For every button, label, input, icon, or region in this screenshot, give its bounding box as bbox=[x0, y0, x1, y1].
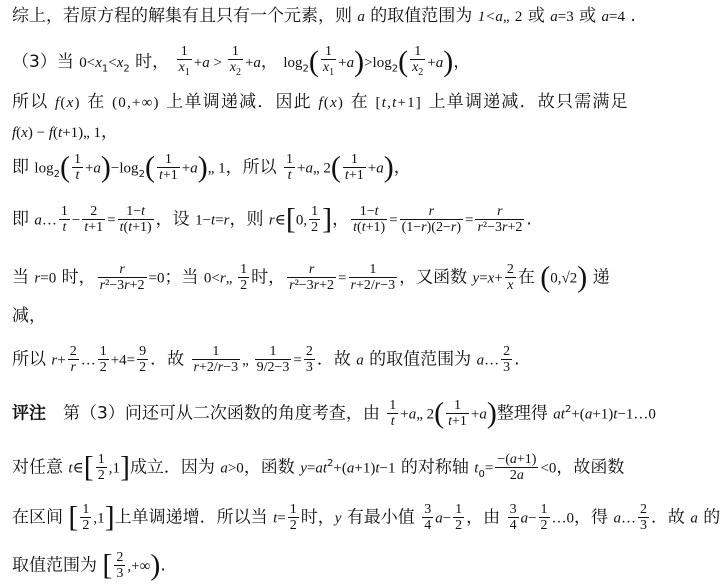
line-8: 减， bbox=[12, 306, 46, 326]
line-4: f(x) − f(t+1)„ 1， bbox=[12, 122, 119, 142]
line-6: 即 a… $\frac{1}{t}$ − $\frac{2}{t+1}$ = $\frac{1-t}{t(t+1)}$ ，设 1−t=r，则 r∈[0, $\frac{1}{2}$ ]， $\frac{1-t}{t(t+1)}$ = $\frac{r}{(1-r)(2-r)}$ = $\frac{r}{\text{r²−3r+2}}$ . bbox=[12, 202, 532, 236]
line-12: 在区间 [ $\frac{1}{2}$ ,1]上单调递增．所以当 t= $\frac{1}{2}$ 时，y 有最小值 $\frac{3}{4}$ a− $\frac{1}{2}$ ，由 $\frac{3}{4}$ a− $\frac{1}{2}$ …0，得 a… $\frac{2}{3}$ ．故 a 的 bbox=[12, 500, 720, 534]
line-9: 所以 r+ $\frac{2}{r}$ … $\frac{1}{2}$ +4= $\frac{9}{2}$ ．故 $\frac{1}{r+2/r-3}$ „ $\frac{1}{9/2-3}$ = $\frac{2}{3}$ ．故 a 的取值范围为 a… $\frac{2}{3}$ . bbox=[12, 344, 520, 375]
line-2: （3）当 $0<x_1<x_2$ 时， $\frac{1}{x_1}$ +a > $\frac{1}{x_2}$ +a， $\log_2$( $\frac{1}{x_1}$ $+a)>\log_2$( $\frac{1}{x_2}$ +a)， bbox=[12, 44, 471, 78]
line-13: 取值范围为 [ $\frac{2}{3}$ ,+∞). bbox=[12, 548, 166, 582]
line-11: 对任意 t∈[ $\frac{1}{2}$ ,1]成立．因为 a>0，函数 $y=at^2+(a+1)t-1$ 的对称轴 $t_0=$ $\frac{-(a+1)}{2a}$ <0，故函数 bbox=[12, 450, 625, 484]
line-7: 当 r=0 时， $\frac{r}{\text{r²−3r+2}}$ =0；当 0<r„ $\frac{1}{2}$ 时， $\frac{r}{\text{r²−3r+2}}$ = $\frac{1}{r+2/r-3}$ ，又函数 y=x+ $\frac{2}{x}$ 在 (0,√2) 递 bbox=[12, 260, 610, 294]
remark-label: 评注 bbox=[12, 403, 46, 424]
line-1: 综上，若原方程的解集有且只有一个元素，则 a 的取值范围为 1<a„ 2 或 a=3 或 a=4 . bbox=[12, 6, 636, 26]
line-3: 所以 f(x) 在 (0,+∞) 上单调递减．因此 f(x) 在 [t,t+1] 上单调递减．故只需满足 bbox=[12, 92, 629, 112]
line-5: 即 $\log_2$( $\frac{1}{t}$ $+a)-\log_2$( $\frac{1}{t+1}$ +a)„ 1，所以 $\frac{1}{t}$ +a„ 2( $\frac{1}{t+1}$ +a)， bbox=[12, 150, 411, 184]
line-10: 评注 第（3）问还可从二次函数的角度考查，由 $\frac{1}{t}$ +a„ 2( $\frac{1}{t+1}$ +a)整理得 $at^2+(a+1)t-1\dots 0$ bbox=[12, 396, 656, 430]
